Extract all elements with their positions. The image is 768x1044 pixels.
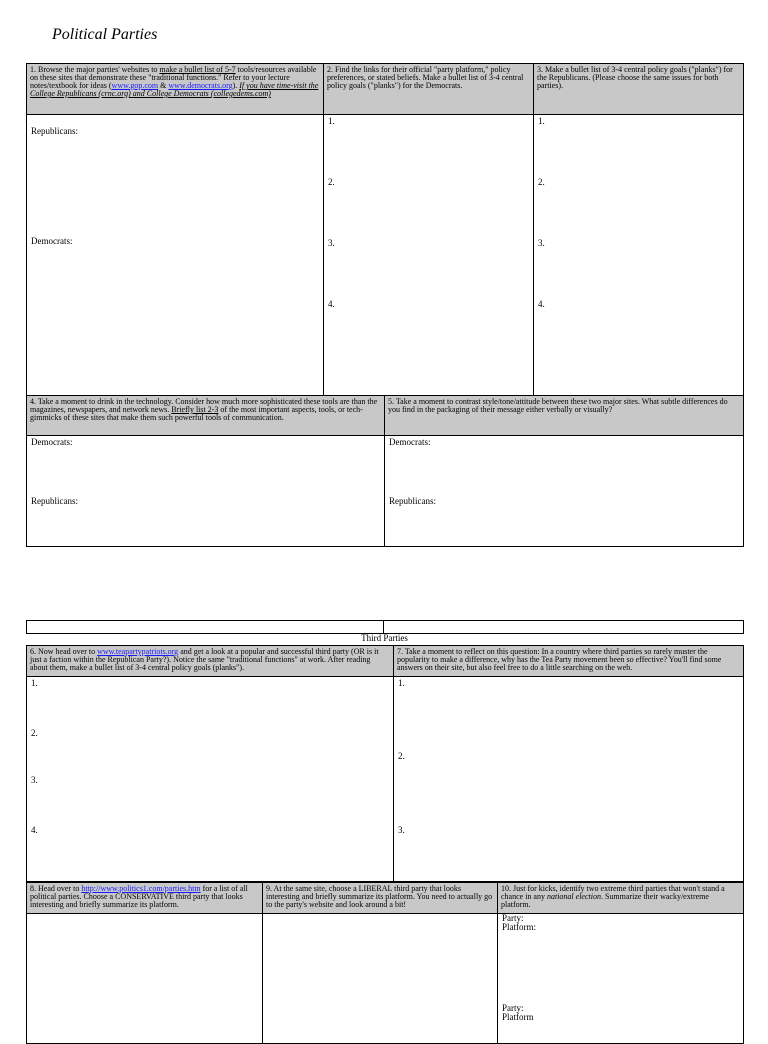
- q1-text-c: tools/resources available on these sites that demonstrate these "traditional functions." Refer to your lecture notes/textbook for ideas (: [30, 65, 317, 90]
- q8-text-a: 8. Head over to: [30, 884, 82, 893]
- q1-text-d: ).: [232, 81, 240, 90]
- q5-democrats-label: Democrats:: [389, 437, 431, 447]
- q5-republicans-label: Republicans:: [389, 496, 436, 506]
- third-party-platforms-table: [26, 882, 744, 1044]
- q2-answer-cell[interactable]: [324, 115, 534, 396]
- q6-text-b: and get a look at a popular and successful third party (OR is it just a faction within the Republican Party?). Notice the same "traditional functions" at work. After reading about them, make a bullet list of 3-4 central policy goals (planks").: [30, 647, 379, 672]
- q7-number-1: 1.: [398, 678, 405, 688]
- gop-link[interactable]: www.gop.com: [111, 81, 159, 90]
- third-parties-heading: Third Parties: [361, 633, 408, 643]
- question-10: [498, 883, 744, 914]
- republicans-label: Republicans:: [31, 126, 78, 136]
- q1-amp: &: [158, 81, 169, 90]
- party-label-2: Party:: [502, 1003, 524, 1013]
- q4-text-a: 4. Take a moment to drink in the technology. Consider how much more sophisticated these tools are than the magazines, newspapers, and network news.: [30, 397, 378, 414]
- q2-number-2: 2.: [328, 177, 335, 187]
- spacer-cell-left: [27, 621, 384, 634]
- q1-answer-cell[interactable]: [27, 115, 324, 396]
- spacer-cell-right: [384, 621, 744, 634]
- q6-text-a: 6. Now head over to: [30, 647, 98, 656]
- q4-answer-cell[interactable]: [27, 436, 385, 547]
- q10-answer-cell[interactable]: [498, 914, 744, 1044]
- question-8: [27, 883, 263, 914]
- q6-number-3: 3.: [31, 775, 38, 785]
- q10-italic: national election: [546, 892, 601, 901]
- q1-college-note: If you have time-visit the College Republicans (crnc.org) and College Democrats (collegedems.com): [30, 81, 319, 98]
- q7-answer-cell[interactable]: [394, 677, 744, 882]
- q5-answer-cell[interactable]: [385, 436, 744, 547]
- q3-answer-cell[interactable]: [534, 115, 744, 396]
- main-parties-table: [26, 63, 744, 396]
- q8-answer-cell[interactable]: [27, 914, 263, 1044]
- question-3: 3. Make a bullet list of 3-4 central policy goals ("planks") for the Republicans. (Please choose the same issues for both parties).: [534, 64, 744, 115]
- teaparty-link[interactable]: www.teapartypatriots.org: [97, 647, 179, 656]
- q3-number-3: 3.: [538, 238, 545, 248]
- question-1: [27, 64, 324, 115]
- q7-number-3: 3.: [398, 825, 405, 835]
- spacer-table: [26, 620, 744, 634]
- question-2: 2. Find the links for their official "party platform," policy preferences, or stated beliefs. Make a bullet list of 3-4 central policy goals ("planks") for the Democrats.: [324, 64, 534, 115]
- q1-text-a: 1. Browse the major parties' websites to: [30, 65, 160, 74]
- q4-text-c: of the most important aspects, tools, or tech-gimmicks of these sites that make them such powerful tools of communication.: [30, 405, 363, 422]
- question-6: [27, 646, 394, 677]
- q3-number-2: 2.: [538, 177, 545, 187]
- q4-underline: Briefly list 2-3: [171, 405, 219, 414]
- page-title: Political Parties: [52, 26, 158, 43]
- democrats-label: Democrats:: [31, 236, 73, 246]
- q3-number-4: 4.: [538, 299, 545, 309]
- platform-label-2: Platform: [502, 1012, 534, 1022]
- question-5: 5. Take a moment to contrast style/tone/attitude between these two major sites. What subtle differences do you find in the packaging of their message either verbally or visually?: [385, 396, 744, 436]
- question-4: [27, 396, 385, 436]
- q10-text-c: . Summarize their wacky/extreme platform.: [501, 892, 709, 909]
- q6-number-1: 1.: [31, 678, 38, 688]
- q6-answer-cell[interactable]: [27, 677, 394, 882]
- q6-number-2: 2.: [31, 728, 38, 738]
- question-7: 7. Take a moment to reflect on this question: In a country where third parties so rarely muster the popularity to make a difference, why has the Tea Party movement been so effective? You'll find some answers on their site, but also feel free to do a little searching on the web.: [394, 646, 744, 677]
- q2-number-3: 3.: [328, 238, 335, 248]
- party-label-1: Party:: [502, 913, 524, 923]
- q9-answer-cell[interactable]: [263, 914, 498, 1044]
- q6-number-4: 4.: [31, 825, 38, 835]
- q7-number-2: 2.: [398, 751, 405, 761]
- q2-number-4: 4.: [328, 299, 335, 309]
- tea-party-table: [26, 645, 744, 882]
- politics1-link[interactable]: http://www.politics1.com/parties.htm: [81, 884, 201, 893]
- platform-label-1: Platform:: [502, 922, 536, 932]
- q4-republicans-label: Republicans:: [31, 496, 78, 506]
- q2-number-1: 1.: [328, 116, 335, 126]
- q1-underline-bullet: make a bullet list of 5-7: [159, 65, 236, 74]
- q4-democrats-label: Democrats:: [31, 437, 73, 447]
- q8-text-b: for a list of all political parties. Choose a CONSERVATIVE third party that looks interesting and briefly summarize its platform.: [30, 884, 248, 909]
- democrats-link[interactable]: www.democrats.org: [168, 81, 233, 90]
- question-9: 9. At the same site, choose a LIBERAL third party that looks interesting and briefly summarize its platform. You need to actually go to the party's website and look around a bit!: [263, 883, 498, 914]
- q3-number-1: 1.: [538, 116, 545, 126]
- technology-table: [26, 395, 744, 547]
- q10-text-a: 10. Just for kicks, identify two extreme third parties that won't stand a chance in any: [501, 884, 725, 901]
